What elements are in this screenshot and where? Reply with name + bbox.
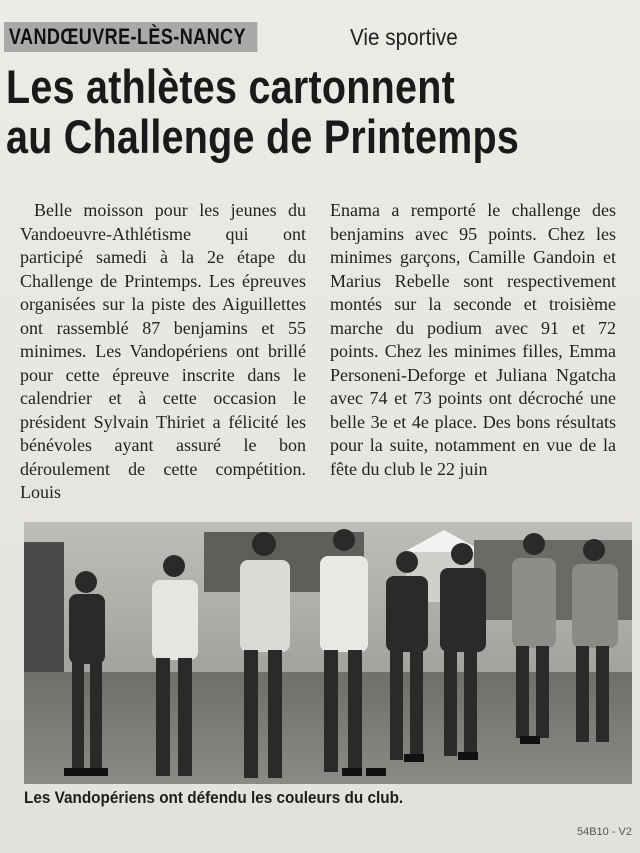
article-text-column-1: Belle moisson pour les jeunes du Vandoeuvre-Athlétisme qui ont participé samedi à la 2e étape du Challenge de Printemps. Les épreuves organisées sur la piste des Aiguillettes ont rassemblé 87 benjamins et 55 minimes. Les Vandopériens ont brillé pour cette épreuve inscrite dans le calendrier et à cette occasion le président Sylvain Thiriet a félicité les bénévoles ayant assuré le bon déroulement de cette compétition. Louis (20, 200, 306, 502)
article-column-1 (20, 199, 306, 505)
article-text-column-2: Enama a remporté le challenge des benjamins avec 95 points. Chez les minimes garçons, Camille Gandoin et Marius Rebelle sont respectivement montés sur la seconde et troisième marche du podium avec 91 et 72 points. Chez les minimes filles, Emma Personeni-Deforge et Juliana Ngatcha avec 74 et 73 points ont décroché une belle 3e et 4e place. Des bons résultats pour la suite, notamment en vue de la fête du club le 22 juin (330, 200, 616, 479)
headline-line-1: Les athlètes cartonnent (6, 60, 455, 113)
team-photo (24, 522, 632, 784)
photo-caption: Les Vandopériens ont défendu les couleurs du club. (24, 788, 404, 807)
city-label: VANDŒUVRE-LÈS-NANCY (4, 22, 257, 52)
article-column-2 (330, 199, 616, 481)
section-kicker (4, 22, 313, 52)
headline-line-2: au Challenge de Printemps (6, 110, 520, 163)
page-reference: 54B10 - V2 (576, 826, 632, 838)
section-rubric: Vie sportive (350, 24, 458, 50)
article-headline (6, 62, 611, 162)
